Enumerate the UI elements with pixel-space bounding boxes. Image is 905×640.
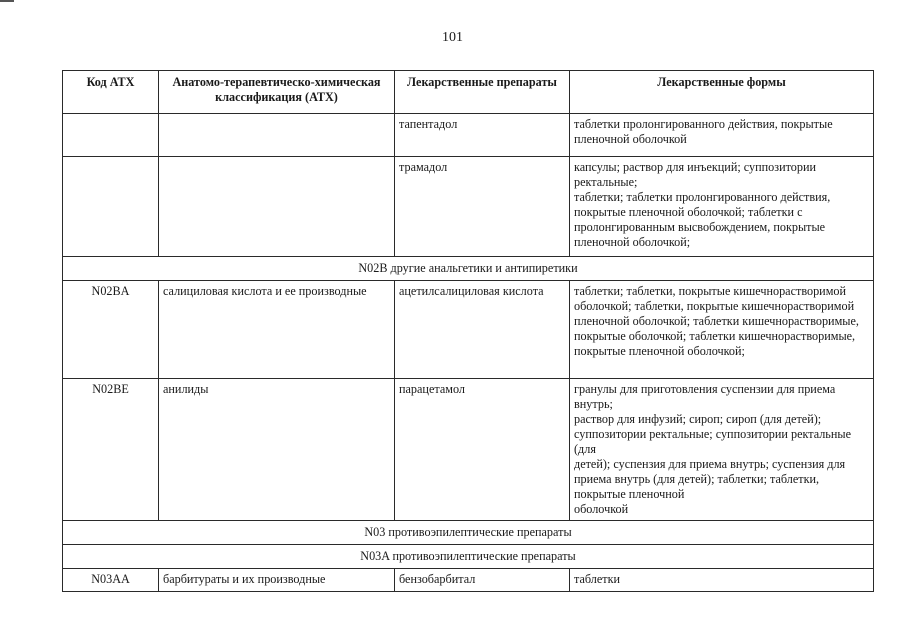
cell-classification: салициловая кислота и ее производные bbox=[159, 281, 395, 379]
section-row bbox=[63, 257, 874, 281]
cell-drug: бензобарбитал bbox=[395, 569, 570, 592]
table-row bbox=[63, 379, 874, 521]
cell-classification bbox=[159, 114, 395, 157]
scan-corner-mark bbox=[0, 0, 14, 2]
cell-classification: барбитураты и их производные bbox=[159, 569, 395, 592]
cell-forms: таблетки; таблетки, покрытые кишечнорастворимой оболочкой; таблетки, покрытые кишечнорастворимой пленочной оболочкой; таблетки кишечнорастворимые, покрытые оболочкой; таблетки кишечнорастворимые, покрытые пленочной оболочкой; bbox=[570, 281, 874, 379]
section-heading-n03a: N03A противоэпилептические препараты bbox=[63, 545, 874, 569]
section-row bbox=[63, 521, 874, 545]
header-classification: Анатомо-терапевтическо-химическая классификация (АТХ) bbox=[159, 71, 395, 114]
header-forms: Лекарственные формы bbox=[570, 71, 874, 114]
table-row bbox=[63, 157, 874, 257]
atc-drug-table bbox=[62, 70, 874, 592]
cell-code: N02BE bbox=[63, 379, 159, 521]
table-row bbox=[63, 114, 874, 157]
cell-drug: тапентадол bbox=[395, 114, 570, 157]
section-heading-n03: N03 противоэпилептические препараты bbox=[63, 521, 874, 545]
cell-classification: анилиды bbox=[159, 379, 395, 521]
cell-forms: таблетки bbox=[570, 569, 874, 592]
cell-forms: капсулы; раствор для инъекций; суппозитории ректальные; таблетки; таблетки пролонгированного действия, покрытые пленочной оболочкой; таблетки с пролонгированным высвобождением, покрытые пленочной оболочкой; bbox=[570, 157, 874, 257]
header-code: Код АТХ bbox=[63, 71, 159, 114]
section-row bbox=[63, 545, 874, 569]
cell-classification bbox=[159, 157, 395, 257]
cell-drug: парацетамол bbox=[395, 379, 570, 521]
cell-code bbox=[63, 157, 159, 257]
page-number: 101 bbox=[442, 30, 463, 45]
table-row bbox=[63, 281, 874, 379]
table-header-row bbox=[63, 71, 874, 114]
cell-forms: гранулы для приготовления суспензии для приема внутрь; раствор для инфузий; сироп; сироп (для детей); суппозитории ректальные; суппозитории ректальные (для детей); суспензия для приема внутрь; суспензия для приема внутрь (для детей); таблетки; таблетки, покрытые пленочной оболочкой bbox=[570, 379, 874, 521]
cell-forms: таблетки пролонгированного действия, покрытые пленочной оболочкой bbox=[570, 114, 874, 157]
header-drugs: Лекарственные препараты bbox=[395, 71, 570, 114]
cell-code: N03AA bbox=[63, 569, 159, 592]
section-heading-n02b: N02B другие анальгетики и антипиретики bbox=[63, 257, 874, 281]
cell-drug: трамадол bbox=[395, 157, 570, 257]
cell-code bbox=[63, 114, 159, 157]
cell-code: N02BA bbox=[63, 281, 159, 379]
table-row bbox=[63, 569, 874, 592]
cell-drug: ацетилсалициловая кислота bbox=[395, 281, 570, 379]
